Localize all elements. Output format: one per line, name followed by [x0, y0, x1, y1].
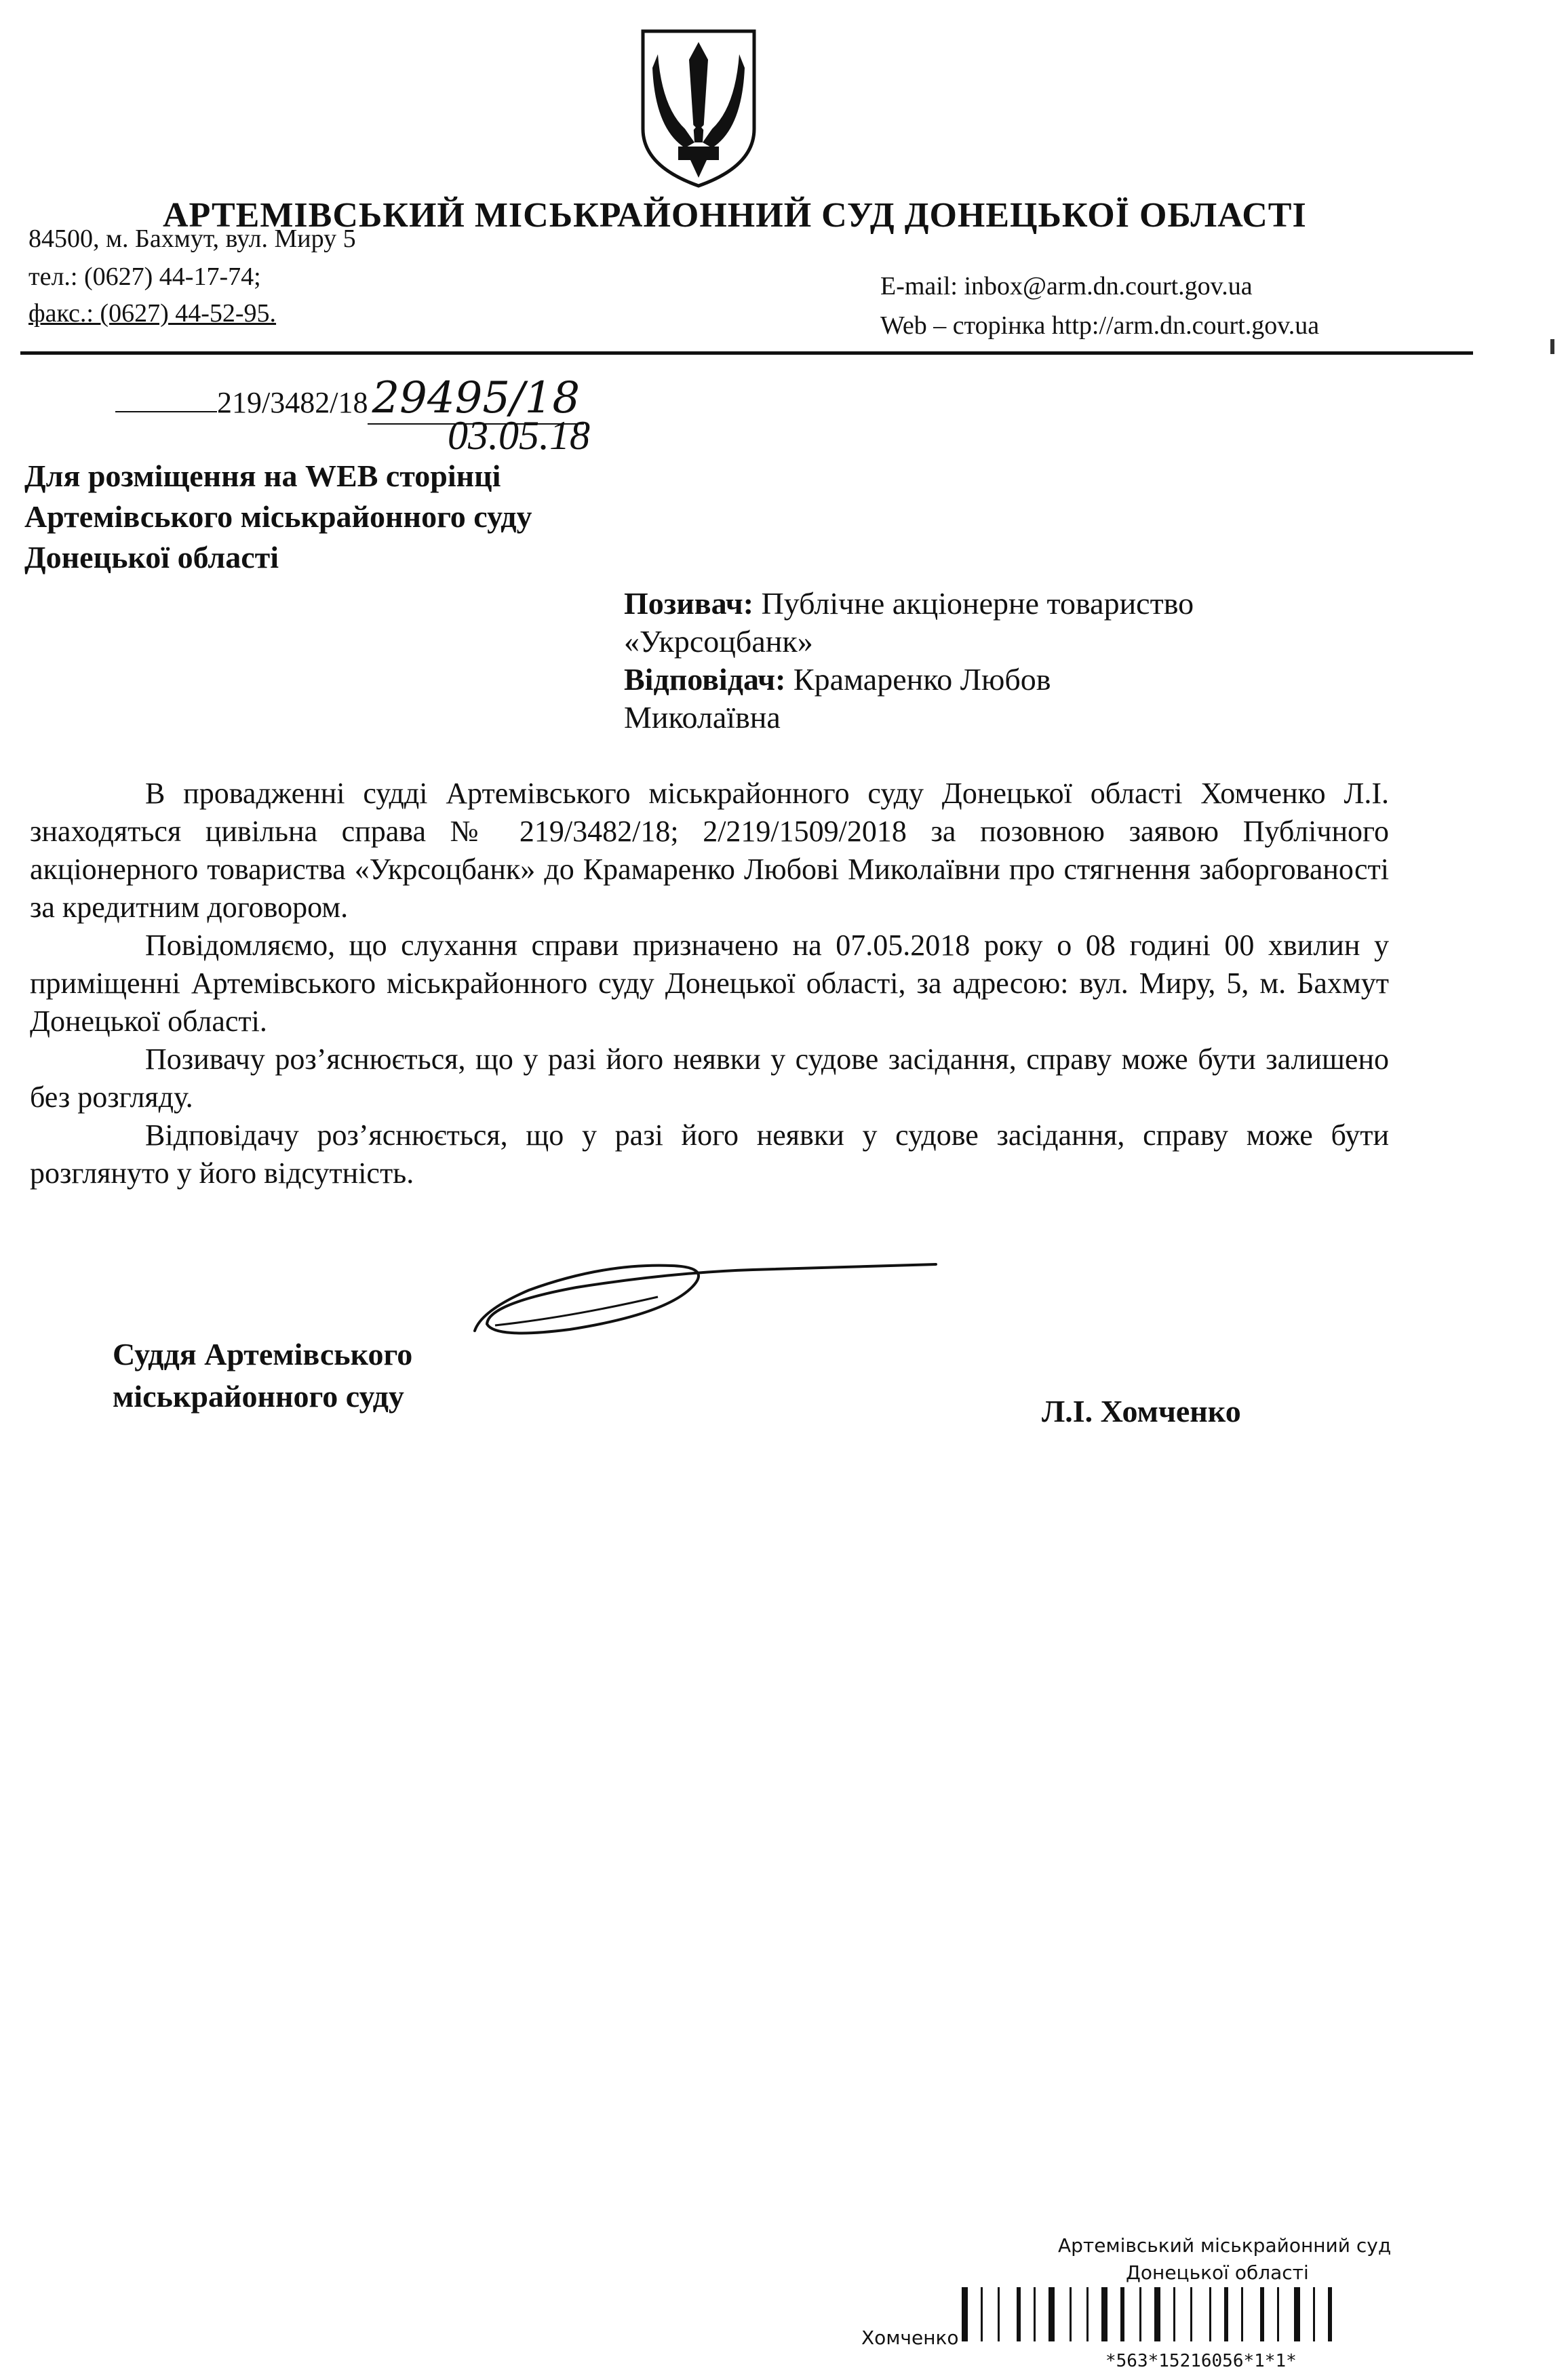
court-website: Web – сторінка http://arm.dn.court.gov.ua	[880, 311, 1320, 340]
judge-title	[113, 1334, 412, 1418]
body-paragraph: Позивачу роз’яснюється, що у разі його неявки у судове засідання, справу може бути залишено без розгляду.	[30, 1043, 1389, 1114]
judge-name: Л.І. Хомченко	[1042, 1394, 1241, 1428]
web-notice-line: Для розміщення на WEB сторінці	[24, 459, 501, 493]
barcode-number: *563*15216056*1*1*	[1105, 2351, 1297, 2371]
barcode-bar	[1277, 2287, 1279, 2341]
body-paragraph: В провадженні судді Артемівського міськрайонного суду Донецької області Хомченко Л.І. знаходяться цивільна справа № 219/3482/18; 2/219/1509/2018 за позовною заявою Публічного акціонерного товариства «Укрсоцбанк» до Крамаренко Любові Миколаївни про стягнення заборгованості за кредитним договором.	[30, 777, 1389, 924]
court-name-heading: АРТЕМІВСЬКИЙ МІСЬКРАЙОННИЙ СУД ДОНЕЦЬКОЇ ОБЛАСТІ	[163, 196, 1307, 235]
barcode-bar	[1241, 2287, 1243, 2341]
web-placement-notice	[24, 456, 770, 578]
web-notice-line: Артемівського міськрайонного суду	[24, 499, 532, 534]
barcode-bar	[1328, 2287, 1332, 2341]
defendant-label: Відповідач:	[624, 662, 786, 697]
plaintiff-name: Публічне акціонерне товариство	[761, 586, 1194, 621]
stamp-person: Хомченко	[861, 2327, 959, 2349]
barcode-bar	[1209, 2287, 1211, 2341]
case-number: 219/3482/18	[217, 386, 368, 419]
barcode-bar	[1101, 2287, 1108, 2341]
barcode-bar	[1173, 2287, 1175, 2341]
barcode-bar	[1154, 2287, 1160, 2341]
web-notice-line: Донецької області	[24, 540, 279, 575]
defendant-name-cont: Миколаївна	[624, 700, 781, 735]
stamp-court-name: Артемівський міськрайонний суд	[1058, 2234, 1392, 2257]
barcode-bar	[962, 2287, 968, 2341]
barcode-bar	[1139, 2287, 1141, 2341]
plaintiff-name-cont: «Укрсоцбанк»	[624, 624, 813, 659]
handwritten-date: 03.05.18	[448, 413, 590, 458]
stamp-region: Донецької області	[1126, 2261, 1309, 2284]
registration-blank	[115, 388, 217, 412]
barcode-bar	[1086, 2287, 1089, 2341]
barcode-bar	[1048, 2287, 1055, 2341]
handwritten-signature	[468, 1249, 943, 1351]
body-paragraph: Повідомляємо, що слухання справи призначено на 07.05.2018 року о 08 годині 00 хвилин у приміщенні Артемівського міськрайонного суду Донецької області, за адресою: вул. Миру, 5, м. Бахмут Донецької області.	[30, 929, 1389, 1038]
notice-body	[30, 775, 1389, 1192]
barcode-bar	[1120, 2287, 1124, 2341]
court-phone: тел.: (0627) 44-17-74;	[28, 262, 261, 291]
barcode-bar	[1313, 2287, 1315, 2341]
barcode	[955, 2280, 1457, 2348]
barcode-bar	[998, 2287, 1000, 2341]
body-paragraph: Відповідачу роз’яснюється, що у разі його неявки у судове засідання, справу може бути розглянуто у його відсутність.	[30, 1118, 1389, 1190]
header-divider	[20, 351, 1473, 355]
judge-title-line: Суддя Артемівського	[113, 1337, 413, 1371]
coat-of-arms-icon	[638, 27, 760, 190]
handwritten-incoming-number: 29495/18	[368, 373, 584, 425]
court-email: E-mail: inbox@arm.dn.court.gov.ua	[880, 272, 1253, 300]
parties-block	[624, 585, 1424, 737]
court-address: 84500, м. Бахмут, вул. Миру 5	[28, 225, 356, 253]
judge-title-line: міськрайонного суду	[113, 1379, 404, 1414]
barcode-bar	[1260, 2287, 1264, 2341]
barcode-bar	[1190, 2287, 1192, 2341]
scan-mark	[1550, 339, 1554, 354]
defendant-name: Крамаренко Любов	[793, 662, 1051, 697]
court-fax: факс.: (0627) 44-52-95.	[28, 299, 277, 328]
barcode-bar	[1294, 2287, 1300, 2341]
barcode-bar	[981, 2287, 983, 2341]
plaintiff-label: Позивач:	[624, 586, 754, 621]
barcode-bar	[1034, 2287, 1036, 2341]
barcode-bar	[1224, 2287, 1228, 2341]
barcode-bar	[1070, 2287, 1072, 2341]
barcode-bar	[1017, 2287, 1021, 2341]
